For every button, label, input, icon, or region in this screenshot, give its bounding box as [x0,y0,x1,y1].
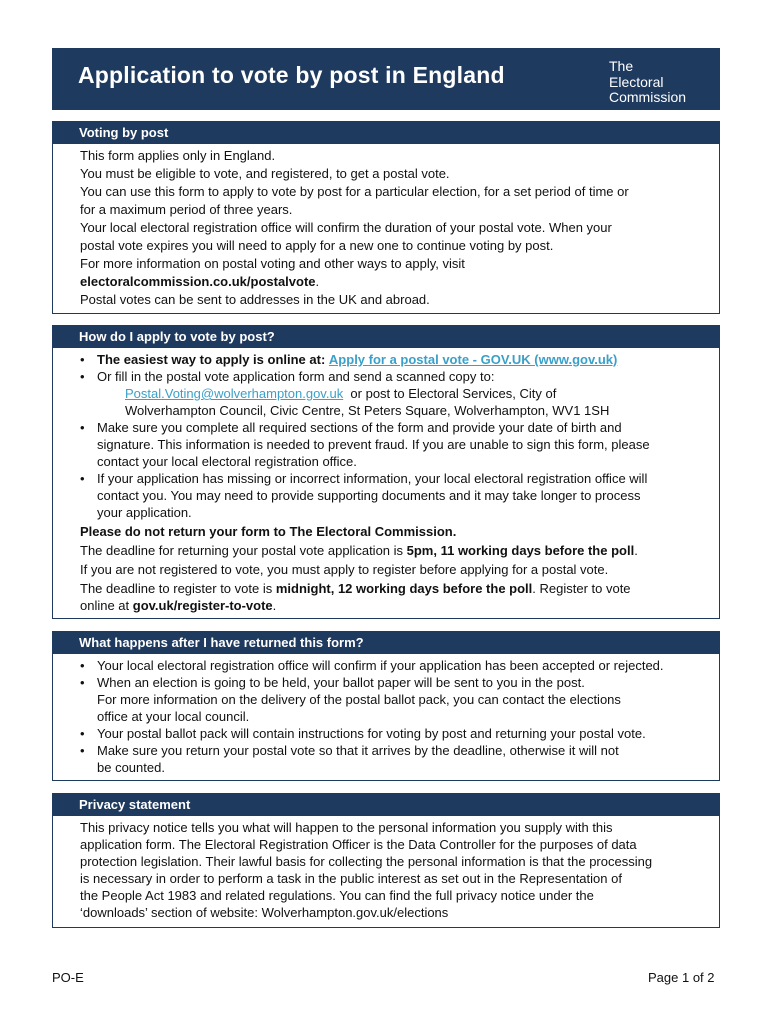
list-item [80,351,699,368]
text-line: Postal votes can be sent to addresses in the UK and abroad. [80,292,430,307]
text-line: This form applies only in England. [80,148,276,163]
text-line [80,580,699,597]
text-line: For more information on the delivery of the postal ballot pack, you can contact the elections [97,692,621,707]
text-line: For more information on postal voting and other ways to apply, visit [80,256,465,271]
text-fragment: . [315,274,320,289]
text-line: • Or fill in the postal vote application form and send a scanned copy to: [97,369,495,384]
text-fragment: or post to Electoral Services, City of [343,386,557,401]
text-line: postal vote expires you will need to apply for a new one to continue voting by post. [80,238,554,253]
page-title: Application to vote by post in England [78,62,505,88]
text-line: the People Act 1983 and related regulations. You can find the full privacy notice under the [80,888,594,903]
text-line: be counted. [97,760,165,775]
register-link[interactable]: gov.uk/register-to-vote [132,598,273,613]
text-line: You can use this form to apply to vote by post for a particular election, for a set period of time or [80,184,629,199]
text-line: • When an election is going to be held, your ballot paper will be sent to you in the post. [97,675,585,690]
text-line: is necessary in order to perform a task in the public interest as set out in the Representation of [80,871,622,886]
logo-line-2: Electoral [609,73,664,90]
text-line: office at your local council. [97,709,250,724]
text-line [97,385,699,402]
text-line [80,542,699,559]
bullet-list [80,657,699,776]
deadline-bold: 5pm, 11 working days before the poll [406,543,635,558]
list-item: • Your local electoral registration office will confirm if your application has been accepted or rejected. [80,657,699,674]
text-fragment: . Register to vote [532,581,631,596]
section-heading: Voting by post [52,121,720,144]
text-line: contact you. You may need to provide supporting documents and it may take longer to process [97,488,641,503]
bold-text: The easiest way to apply is online at: [97,352,326,367]
section-body [52,816,720,928]
text-line: your application. [97,505,192,520]
logo-line-1: The [609,58,634,74]
list-item [80,368,699,419]
text-line: You must be eligible to vote, and registered, to get a postal vote. [80,166,450,181]
text-line: for a maximum period of three years. [80,202,293,217]
text-line: • Make sure you complete all required sections of the form and provide your date of birth and [97,420,622,435]
section-heading: How do I apply to vote by post? [52,325,720,348]
voting-by-post-section [52,121,720,314]
electoral-commission-logo [609,59,686,106]
text-line: signature. This information is needed to prevent fraud. If you are unable to sign this form, please [97,437,650,452]
text-line: application form. The Electoral Registration Officer is the Data Controller for the purposes of data [80,837,637,852]
text-line: Your local electoral registration office will confirm the duration of your postal vote. When your [80,220,612,235]
text-line: This privacy notice tells you what will happen to the personal information you supply with this [80,820,613,835]
text-line: Wolverhampton Council, Civic Centre, St Peters Square, Wolverhampton, WV1 1SH [125,403,610,418]
list-item [80,470,699,521]
gov-uk-link[interactable]: Apply for a postal vote - GOV.UK (www.gov.uk) [328,352,618,367]
section-heading: What happens after I have returned this form? [52,631,720,654]
list-item [80,742,699,776]
text-fragment: . [272,598,277,613]
section-body [52,654,720,781]
list-item [80,674,699,725]
text-line: • If your application has missing or incorrect information, your local electoral registration office will [97,471,648,486]
text-fragment: online at [80,598,133,613]
title-banner [52,48,720,110]
form-code: PO-E [52,970,84,985]
text-fragment: . [634,543,638,558]
after-return-section [52,631,720,781]
text-line: contact your local electoral registration office. [97,454,357,469]
notice-text: Please do not return your form to The Electoral Commission. [80,524,457,539]
text-fragment: The deadline to register to vote is [80,581,276,596]
reg-deadline-bold: midnight, 12 working days before the poll [275,581,533,596]
bullet-list [80,351,699,521]
text-line: If you are not registered to vote, you must apply to register before applying for a postal vote. [80,562,609,577]
how-to-apply-section [52,325,720,619]
text-line: ‘downloads’ section of website: Wolverhampton.gov.uk/elections [80,905,449,920]
list-item: • Your postal ballot pack will contain instructions for voting by post and returning your postal vote. [80,725,699,742]
list-item [80,419,699,470]
email-link[interactable]: Postal.Voting@wolverhampton.gov.uk [125,386,344,401]
page-number: Page 1 of 2 [648,970,715,985]
privacy-section [52,793,720,928]
text-line: • Make sure you return your postal vote so that it arrives by the deadline, otherwise it will not [97,743,619,758]
postal-vote-link[interactable]: electoralcommission.co.uk/postalvote [80,274,316,289]
text-line: protection legislation. Their lawful basis for collecting the personal information is that the processing [80,854,653,869]
section-body [52,348,720,619]
section-body [52,144,720,314]
text-line [80,273,699,291]
logo-line-3: Commission [609,89,687,105]
text-fragment: The deadline for returning your postal vote application is [80,543,407,558]
text-line [80,597,699,614]
section-heading: Privacy statement [52,793,720,816]
